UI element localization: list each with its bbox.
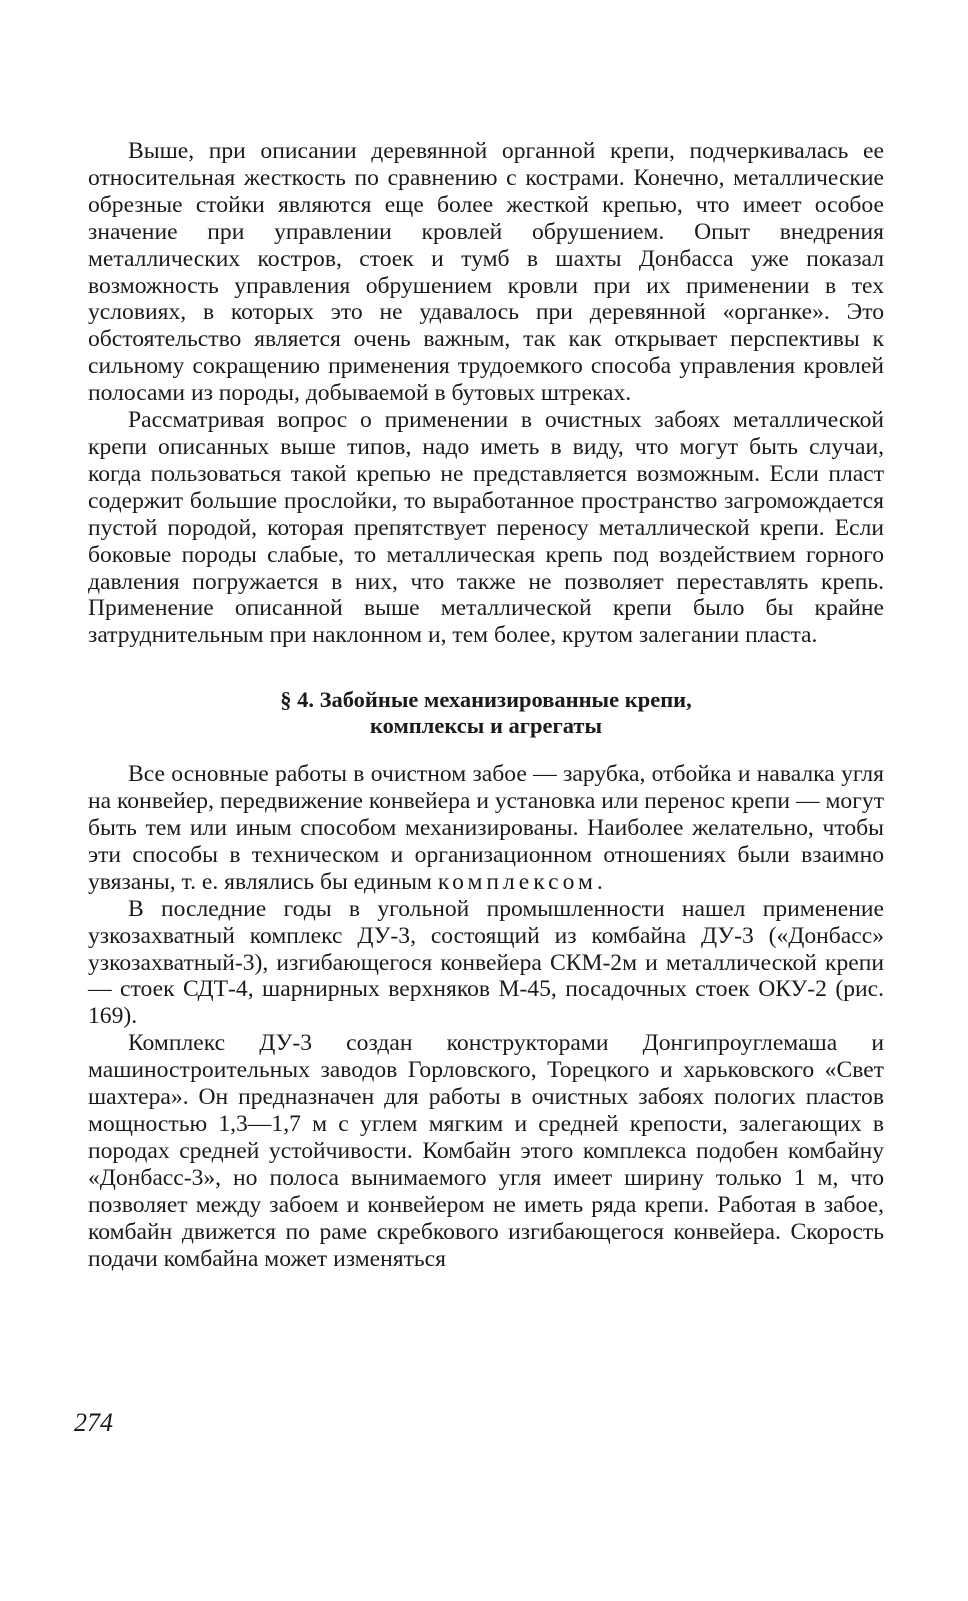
section-heading [88,687,884,739]
paragraph-mechanization [88,761,884,896]
section-heading-line-1: § 4. Забойные механизированные крепи, [280,687,692,713]
paragraph-mechanization-text: Все основные работы в очистном забое — зарубка, отбойка и навалка угля на конвейер, передвижение конвейера и установка или перенос крепи — могут быть тем или иным способом механизированы. Наиболее желательно, чтобы эти способы в техническом и организационном отношениях были взаимно увязаны, т. е. являлись бы единым [88,761,884,895]
section-heading-line-2: комплексы и агрегаты [369,713,603,739]
paragraph-mechanization-end: . [596,868,603,895]
page-number: 274 [74,1408,113,1437]
paragraph-du3-design: Комплекс ДУ-3 создан конструкторами Донгипроуглемаша и машиностроительных заводов Горловского, Торецкого и харьковского «Свет шахтера». Он предназначен для работы в очистных забоях пологих пластов мощностью 1,3—1,7 м с углем мягким и средней крепости, залегающих в породах средней устойчивости. Комбайн этого комплекса подобен комбайну «Донбасс-3», но полоса вынимаемого угля имеет ширину только 1 м, что позволяет между забоем и конвейером не иметь ряда крепи. Работая в забое, комбайн движется по раме скребкового изгибающегося конвейера. Скорость подачи комбайна может изменяться [88,1030,884,1272]
spaced-term-complex: комплексом [437,868,597,895]
paragraph-du3-complex: В последние годы в угольной промышленности нашел применение узкозахватный комплекс ДУ-3, состоящий из комбайна ДУ-3 («Донбасс» узкозахватный-3), изгибающегося конвейера СКМ-2м и металлической крепи — стоек СДТ-4, шарнирных верхняков М-45, посадочных стоек ОКУ-2 (рис. 169). [88,895,884,1030]
book-page [88,138,884,1272]
paragraph-wooden-support: Выше, при описании деревянной органной крепи, подчеркивалась ее относительная жесткость по сравнению с кострами. Конечно, металлические обрезные стойки являются еще более жесткой крепью, что имеет особое значение при управлении кровлей обрушением. Опыт внедрения металлических костров, стоек и тумб в шахты Донбасса уже показал возможность управления обрушением кровли при их применении в тех условиях, в которых это не удавалось при деревянной «органке». Это обстоятельство является очень важным, так как открывает перспективы к сильному сокращению применения трудоемкого способа управления кровлей полосами из породы, добываемой в бутовых штреках. [88,138,884,407]
paragraph-metal-support-limits: Рассматривая вопрос о применении в очистных забоях металлической крепи описанных выше типов, надо иметь в виду, что могут быть случаи, когда пользоваться такой крепью не представляется возможным. Если пласт содержит большие прослойки, то выработанное пространство загромождается пустой породой, которая препятствует переносу металлической крепи. Если боковые породы слабые, то металлическая крепь под воздействием горного давления погружается в них, что также не позволяет переставлять крепь. Применение описанной выше металлической крепи было бы крайне затруднительным при наклонном и, тем более, крутом залегании пласта. [88,407,884,649]
